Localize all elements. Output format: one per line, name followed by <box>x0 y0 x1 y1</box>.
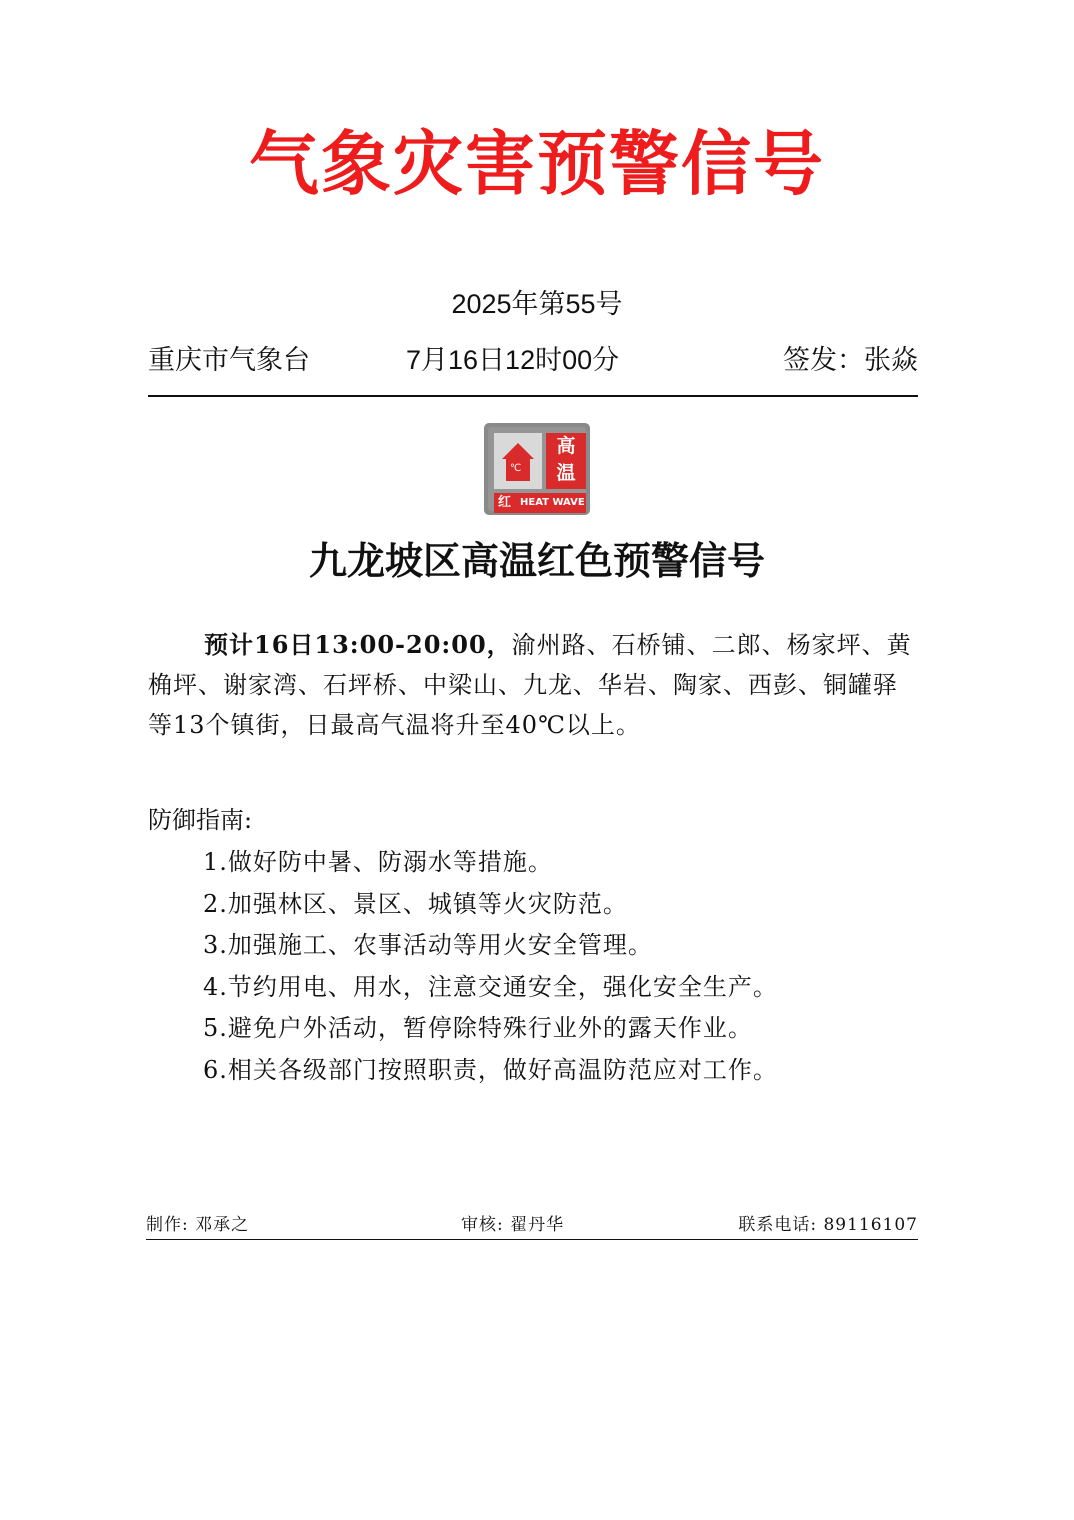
signal-type-label <box>546 433 586 489</box>
guidance-heading: 防御指南: <box>148 806 253 834</box>
house-icon-box <box>494 433 542 489</box>
issue-datetime: 7月16日12时00分 <box>406 345 620 375</box>
forecast-paragraph <box>148 625 914 745</box>
guidance-item: 5.避免户外活动，暂停除特殊行业外的露天作业。 <box>203 1014 753 1042</box>
signal-panel <box>488 427 586 511</box>
issue-number: 2025年第55号 <box>451 289 623 319</box>
contact-phone: 联系电话: 89116107 <box>738 1215 918 1235</box>
document-title: 九龙坡区高温红色预警信号 <box>308 538 765 583</box>
header-meta-row <box>148 338 918 374</box>
signer-label: 签发：张焱 <box>783 345 918 375</box>
header-divider <box>148 395 918 397</box>
banner-title: 气象灾害预警信号 <box>249 122 825 205</box>
signal-level-char: 红 <box>498 495 512 510</box>
degree-icon: ℃ <box>510 463 522 474</box>
footer-row <box>146 1210 918 1238</box>
signal-bottom-bar <box>494 493 586 513</box>
guidance-item: 2.加强林区、景区、城镇等火灾防范。 <box>203 889 628 918</box>
signal-char-top: 高 <box>556 435 576 457</box>
guidance-item: 3.加强施工、农事活动等用火安全管理。 <box>203 931 653 959</box>
guidance-item: 1.做好防中暑、防溺水等措施。 <box>203 848 553 876</box>
forecast-lead: 预计16日13:00-20:00， <box>204 630 512 659</box>
reviewer-label: 审核: 翟丹华 <box>461 1215 565 1235</box>
guidance-list <box>203 842 778 1091</box>
producer-label: 制作: 邓承之 <box>146 1215 250 1235</box>
guidance-item: 4.节约用电、用水，注意交通安全，强化安全生产。 <box>203 972 778 1001</box>
issuer-label: 重庆市气象台 <box>148 345 310 375</box>
forecast-body <box>148 625 914 745</box>
heat-wave-red-signal-icon <box>484 423 590 515</box>
signal-english-label: HEAT WAVE <box>520 497 585 508</box>
footer-divider <box>146 1239 918 1240</box>
house-thermometer-icon <box>500 441 536 483</box>
forecast-text: 渝州路、石桥铺、二郎、杨家坪、黄桷坪、谢家湾、石坪桥、中梁山、九龙、华岩、陶家、西彭、铜罐驿等13个镇街，日最高气温将升至40℃以上。 <box>148 631 912 739</box>
signal-char-bottom: 温 <box>556 462 576 484</box>
guidance-item: 6.相关各级部门按照职责，做好高温防范应对工作。 <box>203 1055 778 1084</box>
